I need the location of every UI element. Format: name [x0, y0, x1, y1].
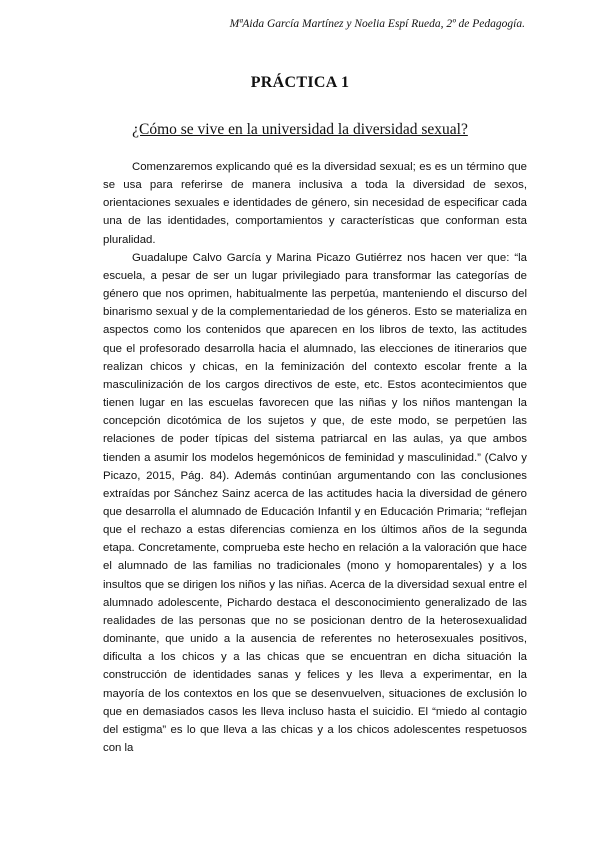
page-subtitle: ¿Cómo se vive en la universidad la diversidad sexual?	[132, 121, 468, 138]
paragraph-quote: Guadalupe Calvo García y Marina Picazo Gutiérrez nos hacen ver que: “la escuela, a pesar de ser un lugar privilegiado para transformar las categorías de género que nos oprimen, habitualmente las perpetúa, manteniendo el discurso del binarismo sexual y de la complementariedad de los géneros. Esto se materializa en aspectos como los contenidos que aparecen en los libros de texto, las actitudes que el profesorado desarrolla hacia el alumnado, las elecciones de itinerarios que realizan chicos y chicas, en la feminización del contexto escolar frente a la masculinización de los cargos directivos de este, etc. Estos acontecimientos que tienen lugar en las escuelas favorecen que las niñas y los niños mantengan la concepción dicotómica de los sujetos y que, de este modo, se perpetúen las relaciones de poder típicas del sistema patriarcal en las aulas, ya que ambos tienden a asumir los modelos hegemónicos de feminidad y masculinidad.” (Calvo y Picazo, 2015, Pág. 84). Además continúan argumentando con las conclusiones extraídas por Sánchez Sainz acerca de las actitudes hacia la diversidad de género que desarrolla el alumnado de Educación Infantil y en Educación Primaria; “reflejan que el rechazo a estas diferencias comienza en los últimos años de la segunda etapa. Concretamente, comprueba este hecho en relación a la valoración que hace el alumnado de las familias no tradicionales (mono y homoparentales) y a los insultos que se dirigen los niños y las niñas. Acerca de la diversidad sexual entre el alumnado adolescente, Pichardo destaca el desconocimiento generalizado de las realidades de las personas que no se posicionan dentro de la heterosexualidad dominante, que unido a la ausencia de referentes no heterosexuales positivos, dificulta a los chicos y a las chicas que se encuentran en dicha situación la construcción de identidades sanas y felices y les lleva a experimentar, en la mayoría de los contextos en los que se desenvuelven, situaciones de exclusión lo que en demasiados casos les lleva incluso hasta el suicidio. El “miedo al contagio del estigma” es lo que lleva a las chicas y a los chicos adolescentes respetuosos con la	[103, 251, 527, 754]
paragraph-intro: Comenzaremos explicando qué es la diversidad sexual; es es un término que se usa para referirse de manera inclusiva a toda la diversidad de sexos, orientaciones sexuales e identidades de género, sin necesidad de especificar cada una de las identidades, comportamientos y características que conforman esta pluralidad.	[103, 161, 527, 246]
page-title: PRÁCTICA 1	[250, 74, 350, 91]
page-header-authors: MªAida García Martínez y Noelia Espí Rueda, 2º de Pedagogía.	[229, 18, 525, 30]
body-text	[103, 158, 527, 757]
